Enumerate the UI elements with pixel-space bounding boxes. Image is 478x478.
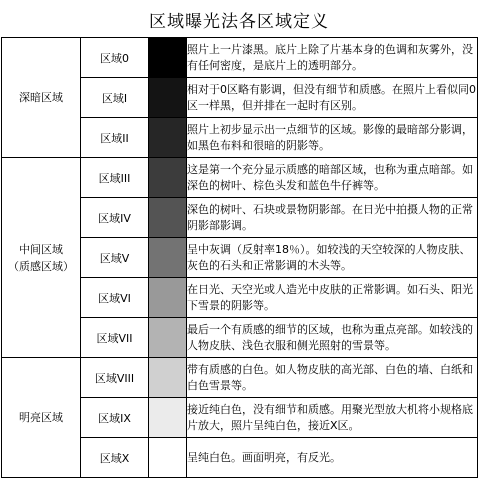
- zone-description: 呈中灰调（反射率18％）。如较浅的天空较深的人物皮肤、灰色的石头和正常影调的木头等。: [187, 238, 478, 278]
- zone-description: 相对于0区略有影调，但没有细节和质感。在照片上看似同0区一样黑，但并排在一起时有区别。: [187, 78, 478, 118]
- group-label: [2, 158, 81, 358]
- tone-swatch: [149, 438, 187, 478]
- tone-swatch: [149, 238, 187, 278]
- zone-name: 区域IV: [81, 198, 149, 238]
- tone-swatch: [149, 398, 187, 438]
- zone-description: 照片上初步显示出一点细节的区域。影像的最暗部分影调，如黑色布料和很暗的阴影等。: [187, 118, 478, 158]
- zone-table: [1, 37, 478, 478]
- zone-name: 区域IX: [81, 398, 149, 438]
- zone-description: 呈纯白色。画面明亮，有反光。: [187, 438, 478, 478]
- group-label: [2, 358, 81, 478]
- zone-name: 区域VI: [81, 278, 149, 318]
- tone-swatch: [149, 118, 187, 158]
- page-title: 区域曝光法各区域定义: [149, 11, 329, 32]
- zone-name: 区域X: [81, 438, 149, 478]
- zone-name: 区域V: [81, 238, 149, 278]
- zone-description: 最后一个有质感的细节的区域，也称为重点亮部。如较浅的人物皮肤、浅色衣服和侧光照射的雪景等。: [187, 318, 478, 358]
- zone-row: [2, 358, 478, 398]
- group-label-line2: （质感区域）: [8, 259, 74, 273]
- tone-swatch: [149, 318, 187, 358]
- tone-swatch: [149, 358, 187, 398]
- zone-name: 区域VII: [81, 318, 149, 358]
- tone-swatch: [149, 38, 187, 78]
- zone-name: 区域VIII: [81, 358, 149, 398]
- tone-swatch: [149, 158, 187, 198]
- zone-name: 区域II: [81, 118, 149, 158]
- zone-name: 区域III: [81, 158, 149, 198]
- zone-description: 这是第一个充分显示质感的暗部区域，也称为重点暗部。如深色的树叶、棕色头发和蓝色牛仔裤等。: [187, 158, 478, 198]
- zone-row: [2, 38, 478, 78]
- zone-name: 区域I: [81, 78, 149, 118]
- tone-swatch: [149, 198, 187, 238]
- group-label-line1: 明亮区域: [19, 411, 63, 424]
- zone-name: 区域0: [81, 38, 149, 78]
- zone-description: 深色的树叶、石块或景物阴影部。在日光中拍摄人物的正常阴影部影调。: [187, 198, 478, 238]
- group-label: [2, 38, 81, 158]
- zone-description: 接近纯白色，没有细节和质感。用聚光型放大机将小规格底片放大，照片呈纯白色，接近X区。: [187, 398, 478, 438]
- zone-description: 带有质感的白色。如人物皮肤的高光部、白色的墙、白纸和白色雪景等。: [187, 358, 478, 398]
- tone-swatch: [149, 278, 187, 318]
- group-label-line1: 中间区域: [19, 242, 63, 256]
- tone-swatch: [149, 78, 187, 118]
- group-label-line1: 深暗区域: [19, 91, 63, 104]
- zone-row: [2, 158, 478, 198]
- zone-description: 在日光、天空光或人造光中皮肤的正常影调。如石头、阳光下雪景的阴影等。: [187, 278, 478, 318]
- zone-description: 照片上一片漆黑。底片上除了片基本身的色调和灰雾外，没有任何密度，是底片上的透明部分。: [187, 38, 478, 78]
